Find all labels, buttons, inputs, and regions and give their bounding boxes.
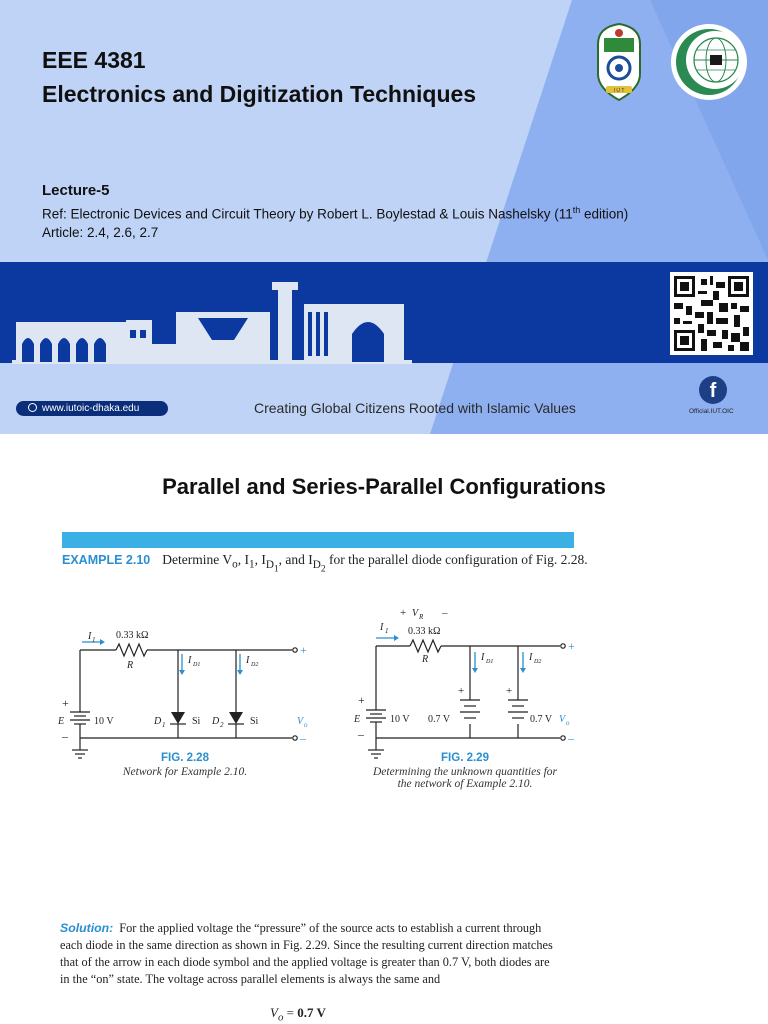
svg-text:I: I — [88, 631, 92, 642]
svg-text:1: 1 — [385, 627, 389, 635]
course-code: EEE 4381 — [42, 47, 146, 73]
svg-text:2: 2 — [220, 721, 224, 729]
result-equation: $V_o = 0.7$ V — [270, 1005, 326, 1024]
figure-2-28-caption: FIG. 2.28 Network for Example 2.10. — [122, 752, 248, 778]
svg-text:I: I — [188, 655, 192, 666]
svg-text:V: V — [412, 608, 419, 619]
example-label: EXAMPLE 2.10 — [62, 553, 151, 567]
svg-text:–: – — [62, 729, 68, 743]
example-header-bar — [62, 532, 574, 548]
university-logo — [594, 22, 644, 102]
svg-text:D1: D1 — [193, 662, 201, 668]
svg-text:D2: D2 — [534, 659, 542, 665]
svg-text:10 V: 10 V — [390, 714, 410, 725]
lecture-number: Lecture-5 — [42, 182, 110, 199]
svg-text:I: I — [529, 652, 533, 663]
svg-text:o: o — [304, 721, 308, 729]
svg-text:+: + — [62, 696, 69, 710]
svg-text:1: 1 — [92, 636, 96, 644]
solution-text: For the applied voltage the “pressure” of the source acts to establish a current through each diode in the same direction as shown in Fig. 2.29. Since the resulting current direction matches that of the arrow in each diode symbol and the applied voltage is greater than 0.7 V, both diodes are in the “on” state. The voltage across parallel elements is always the same and — [60, 921, 553, 986]
svg-text:–: – — [300, 731, 306, 745]
figure-2-28-circuit — [70, 644, 297, 758]
svg-text:D: D — [212, 716, 220, 727]
qr-code — [670, 272, 753, 355]
svg-text:–: – — [442, 607, 448, 619]
svg-text:Si: Si — [250, 716, 259, 727]
svg-text:+: + — [358, 693, 365, 707]
svg-text:I: I — [380, 622, 384, 633]
svg-text:V: V — [559, 714, 566, 725]
svg-text:0.7 V: 0.7 V — [428, 714, 451, 725]
svg-text:D1: D1 — [486, 659, 494, 665]
svg-text:D2: D2 — [251, 662, 259, 668]
svg-text:I U T: I U T — [613, 88, 625, 94]
title-slide — [0, 0, 768, 434]
svg-text:–: – — [358, 727, 364, 741]
svg-text:E: E — [58, 716, 65, 727]
svg-text:I: I — [246, 655, 250, 666]
campus-skyline-illustration — [12, 282, 412, 364]
svg-text:Si: Si — [192, 716, 201, 727]
svg-text:1: 1 — [162, 721, 166, 729]
svg-text:R: R — [127, 660, 134, 671]
svg-text:I: I — [481, 652, 485, 663]
example-text: Determine $V_o$, $I_1$, $I_{D_1}$, and $I_{D_2}$ for the parallel diode configuration of Fig. 2.28. — [162, 552, 588, 574]
reference-line: Ref: Electronic Devices and Circuit Theory by Robert L. Boylestad & Louis Nashelsky (11th edition) — [42, 205, 629, 222]
svg-text:+: + — [400, 607, 407, 619]
svg-text:V: V — [297, 716, 304, 727]
tagline: Creating Global Citizens Rooted with Islamic Values — [254, 400, 576, 416]
svg-text:D: D — [154, 716, 162, 727]
svg-text:10 V: 10 V — [94, 716, 114, 727]
svg-text:R: R — [419, 613, 424, 621]
svg-text:0.33 kΩ: 0.33 kΩ — [116, 630, 149, 641]
svg-text:+: + — [458, 685, 465, 697]
svg-text:o: o — [566, 719, 570, 727]
svg-text:+: + — [300, 643, 307, 657]
figure-2-29-circuit — [366, 640, 565, 758]
article-line: Article: 2.4, 2.6, 2.7 — [42, 225, 159, 240]
slide-title: Parallel and Series-Parallel Configurations — [162, 474, 606, 499]
svg-text:0.7 V: 0.7 V — [530, 714, 553, 725]
svg-text:+: + — [568, 639, 575, 653]
oic-logo — [669, 22, 749, 102]
content-slide — [0, 434, 768, 1024]
svg-text:0.33 kΩ: 0.33 kΩ — [408, 626, 441, 637]
figure-2-29-caption: FIG. 2.29 Determining the unknown quantities for the network of Example 2.10. — [373, 752, 557, 790]
solution-paragraph — [60, 920, 555, 988]
svg-text:R: R — [422, 654, 429, 665]
svg-text:+: + — [506, 685, 513, 697]
solution-label: Solution: — [60, 921, 114, 935]
facebook-icon[interactable]: f — [699, 376, 727, 404]
facebook-handle: Official.IUT.OIC — [689, 408, 734, 415]
svg-text:–: – — [568, 731, 574, 745]
globe-icon — [28, 403, 37, 412]
course-name: Electronics and Digitization Techniques — [42, 81, 477, 107]
svg-text:E: E — [354, 714, 361, 725]
example-statement — [62, 552, 588, 574]
website-link[interactable]: www.iutoic-dhaka.edu — [16, 401, 168, 416]
